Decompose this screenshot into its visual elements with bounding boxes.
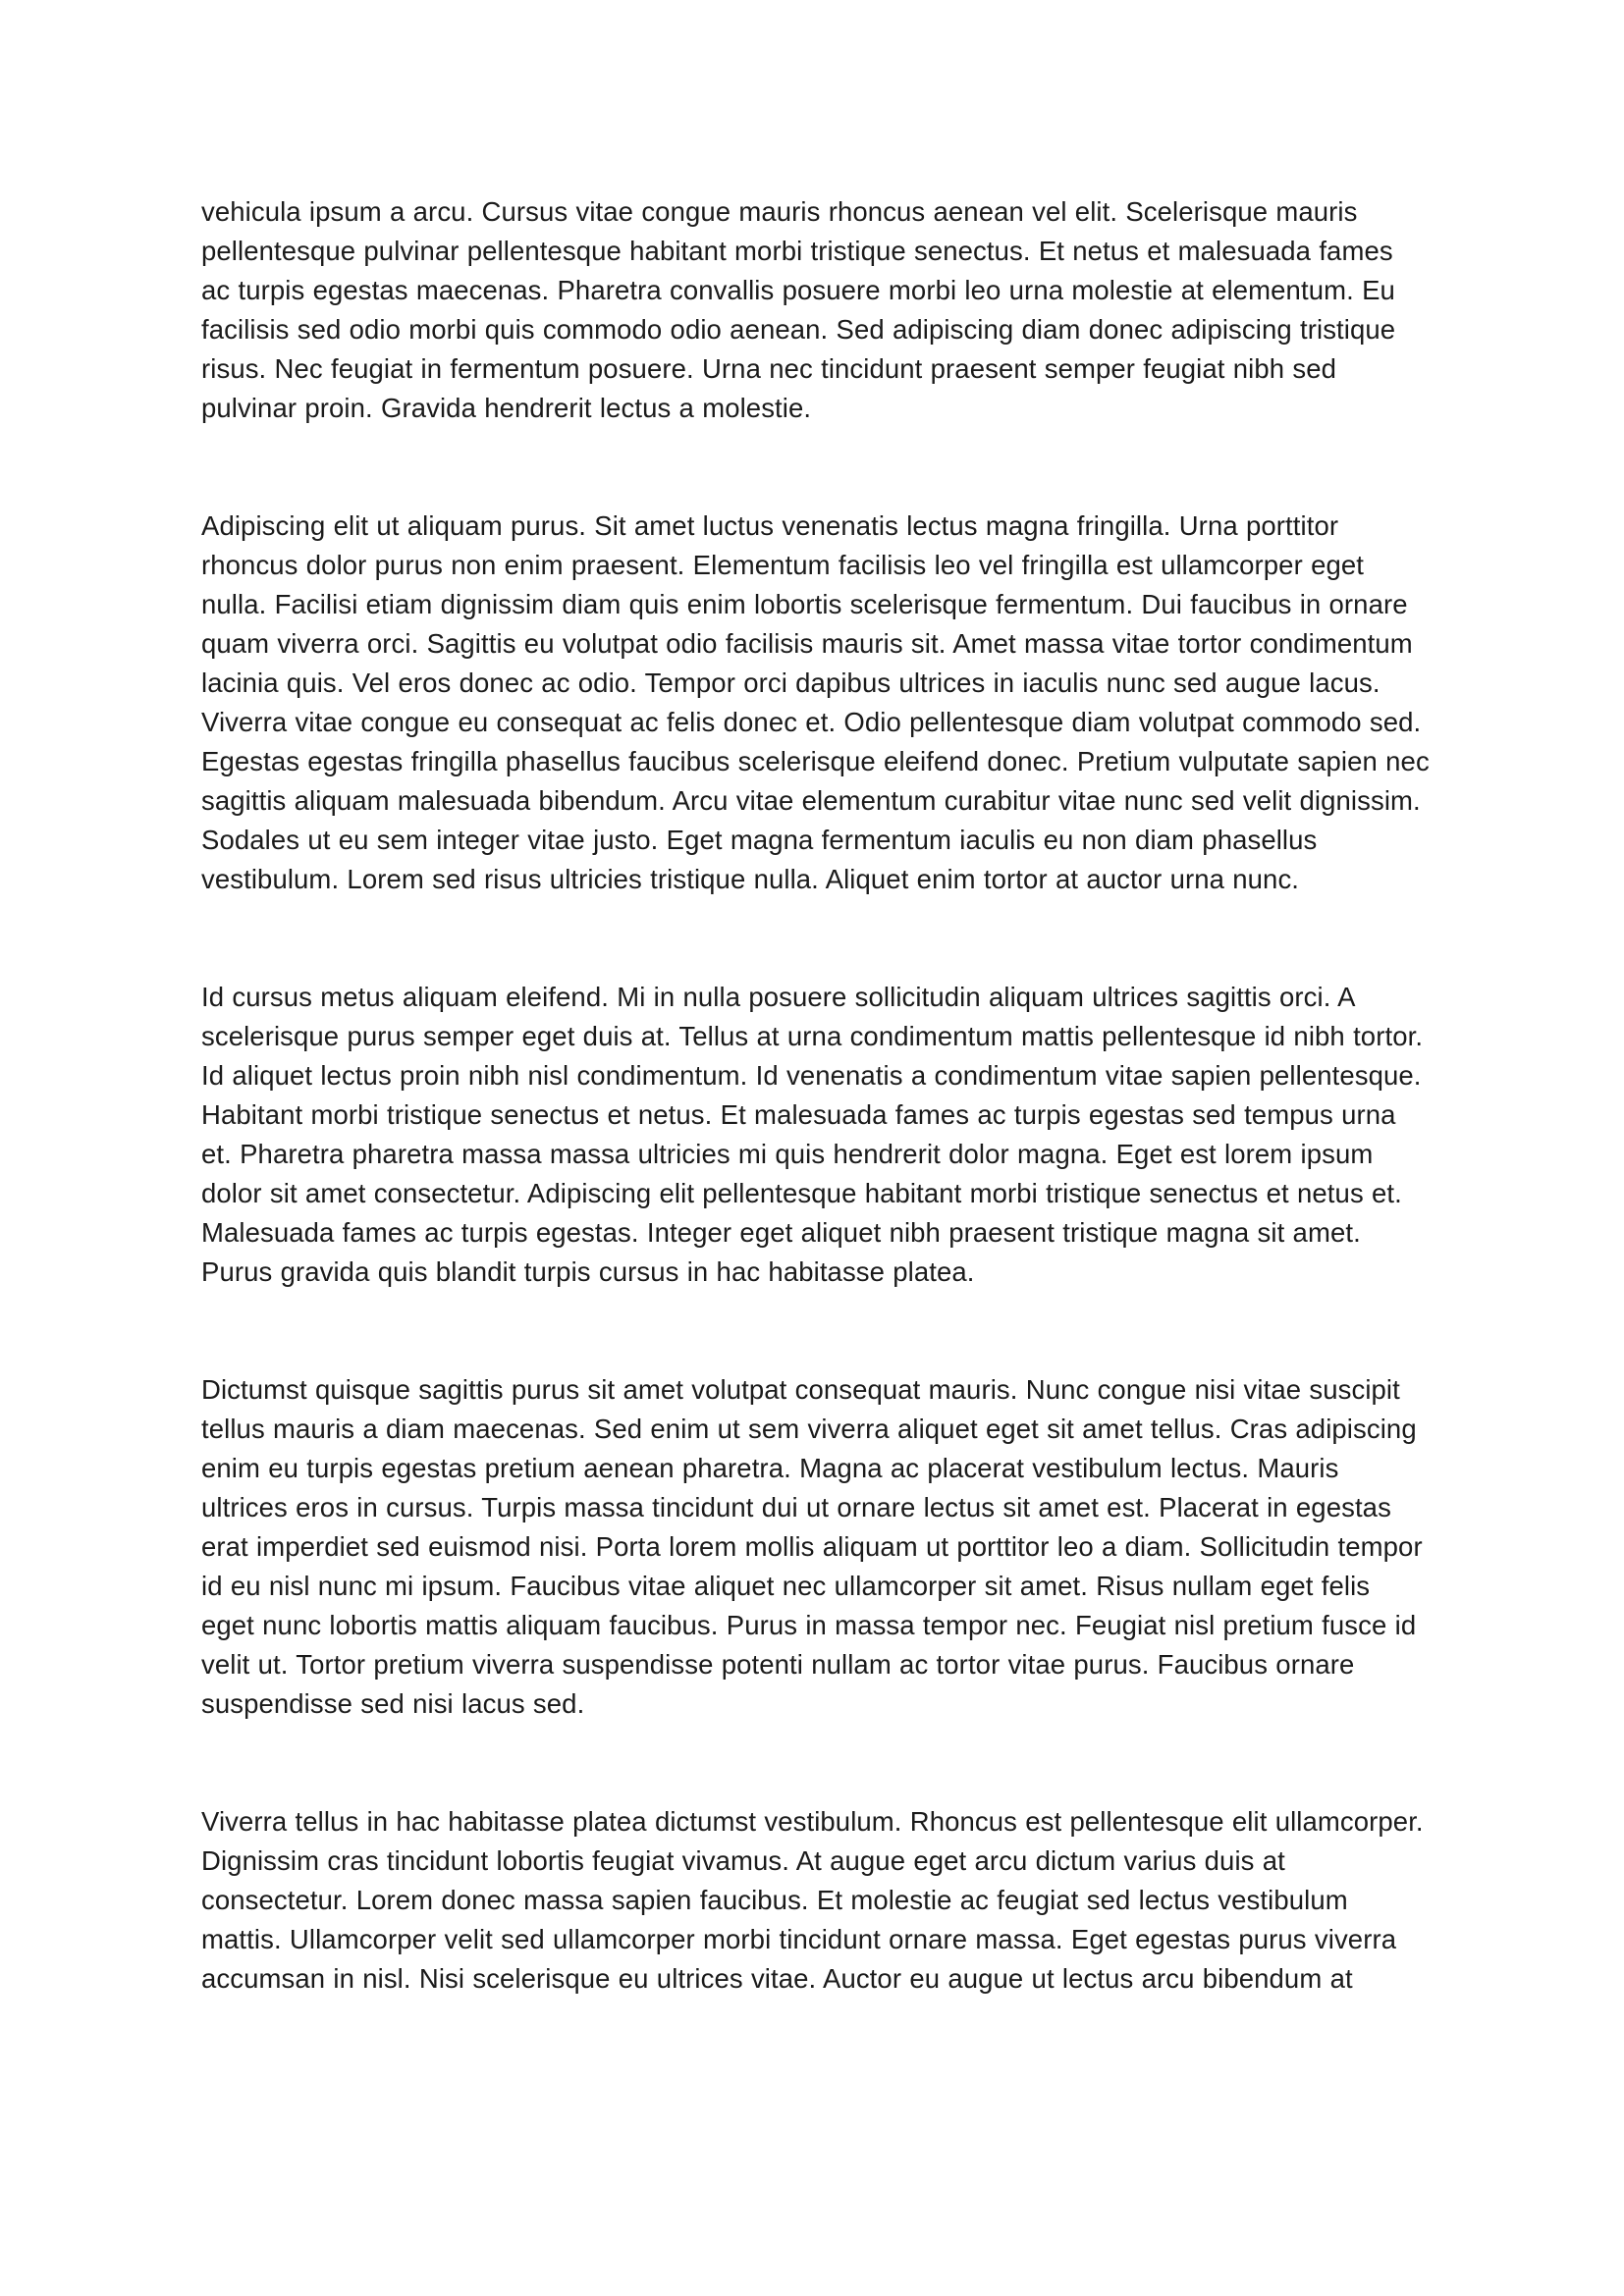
paragraph-4: Dictumst quisque sagittis purus sit amet volutpat consequat mauris. Nunc congue nisi vitae suscipit tellus mauris a diam maecenas. Sed enim ut sem viverra aliquet eget sit amet tellus. Cras adipiscing enim eu turpis egestas pretium aenean pharetra. Magna ac placerat vestibulum lectus. Mauris ultrices eros in cursus. Turpis massa tincidunt dui ut ornare lectus sit amet est. Placerat in egestas erat imperdiet sed euismod nisi. Porta lorem mollis aliquam ut porttitor leo a diam. Sollicitudin tempor id eu nisl nunc mi ipsum. Faucibus vitae aliquet nec ullamcorper sit amet. Risus nullam eget felis eget nunc lobortis mattis aliquam faucibus. Purus in massa tempor nec. Feugiat nisl pretium fusce id velit ut. Tortor pretium viverra suspendisse potenti nullam ac tortor vitae purus. Faucibus ornare suspendisse sed nisi lacus sed. (201, 1374, 1423, 1719)
paragraph-5: Viverra tellus in hac habitasse platea dictumst vestibulum. Rhoncus est pellentesque elit ullamcorper. Dignissim cras tincidunt lobortis feugiat vivamus. At augue eget arcu dictum varius duis at consectetur. Lorem donec massa sapien faucibus. Et molestie ac feugiat sed lectus vestibulum mattis. Ullamcorper velit sed ullamcorper morbi tincidunt ornare massa. Eget egestas purus viverra accumsan in nisl. Nisi scelerisque eu ultrices vitae. Auctor eu augue ut lectus arcu bibendum at (201, 1806, 1424, 1994)
paragraph-1: vehicula ipsum a arcu. Cursus vitae congue mauris rhoncus aenean vel elit. Scelerisque mauris pellentesque pulvinar pellentesque habitant morbi tristique senectus. Et netus et malesuada fames ac turpis egestas maecenas. Pharetra convallis posuere morbi leo urna molestie at elementum. Eu facilisis sed odio morbi quis commodo odio aenean. Sed adipiscing diam donec adipiscing tristique risus. Nec feugiat in fermentum posuere. Urna nec tincidunt praesent semper feugiat nibh sed pulvinar proin. Gravida hendrerit lectus a molestie. (201, 196, 1396, 423)
paragraph-3: Id cursus metus aliquam eleifend. Mi in nulla posuere sollicitudin aliquam ultrices sagittis orci. A scelerisque purus semper eget duis at. Tellus at urna condimentum mattis pellentesque id nibh tortor. Id aliquet lectus proin nibh nisl condimentum. Id venenatis a condimentum vitae sapien pellentesque. Habitant morbi tristique senectus et netus. Et malesuada fames ac turpis egestas sed tempus urna et. Pharetra pharetra massa massa ultricies mi quis hendrerit dolor magna. Eget est lorem ipsum dolor sit amet consectetur. Adipiscing elit pellentesque habitant morbi tristique senectus et netus et. Malesuada fames ac turpis egestas. Integer eget aliquet nibh praesent tristique magna sit amet. Purus gravida quis blandit turpis cursus in hac habitasse platea. (201, 982, 1424, 1287)
paragraph-2: Adipiscing elit ut aliquam purus. Sit amet luctus venenatis lectus magna fringilla. Urna porttitor rhoncus dolor purus non enim praesent. Elementum facilisis leo vel fringilla est ullamcorper eget nulla. Facilisi etiam dignissim diam quis enim lobortis scelerisque fermentum. Dui faucibus in ornare quam viverra orci. Sagittis eu volutpat odio facilisis mauris sit. Amet massa vitae tortor condimentum lacinia quis. Vel eros donec ac odio. Tempor orci dapibus ultrices in iaculis nunc sed augue lacus. Viverra vitae congue eu consequat ac felis donec et. Odio pellentesque diam volutpat commodo sed. Egestas egestas fringilla phasellus faucibus scelerisque eleifend donec. Pretium vulputate sapien nec sagittis aliquam malesuada bibendum. Arcu vitae elementum curabitur vitae nunc sed velit dignissim. Sodales ut eu sem integer vitae justo. Eget magna fermentum iaculis eu non diam phasellus vestibulum. Lorem sed risus ultricies tristique nulla. Aliquet enim tortor at auctor urna nunc. (201, 510, 1430, 894)
